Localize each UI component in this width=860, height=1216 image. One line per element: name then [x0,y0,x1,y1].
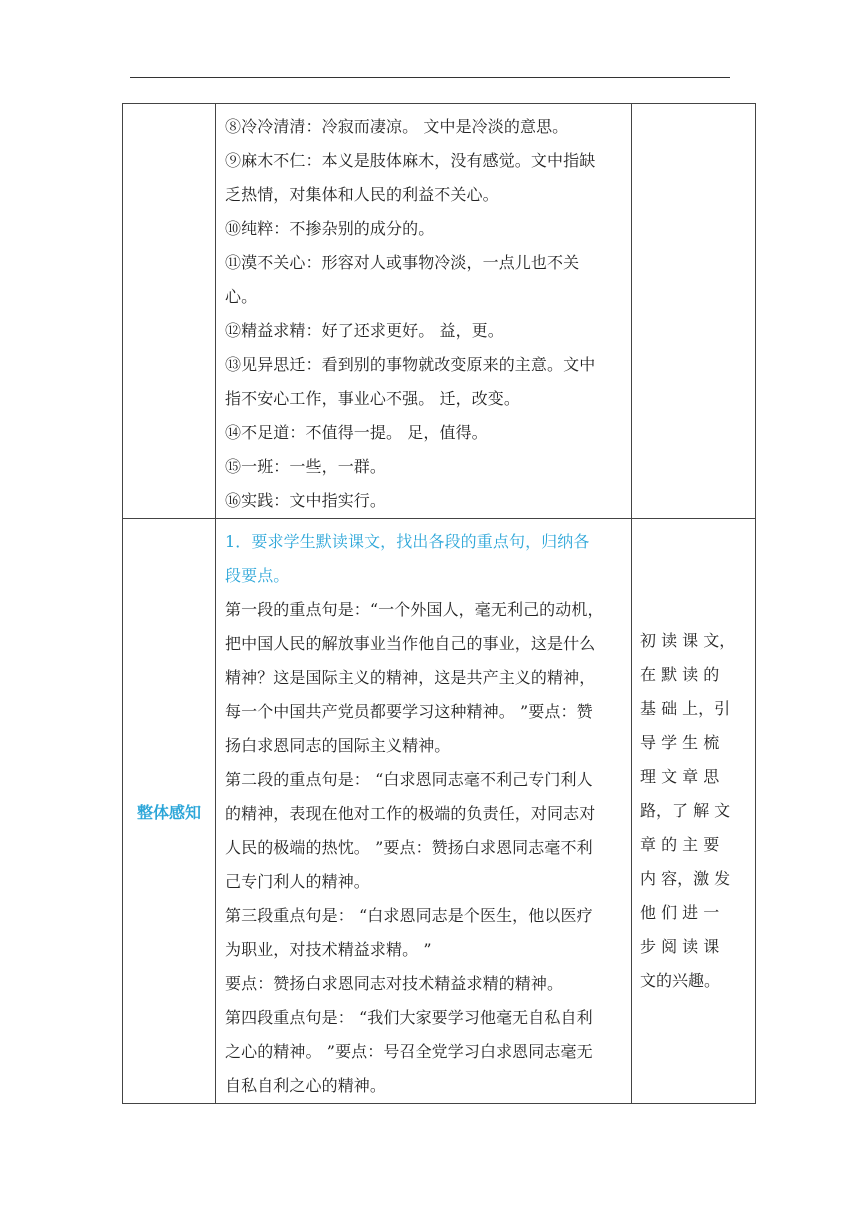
content-line: 第二段的重点句是： “白求恩同志毫不利己专门利人 [225,770,593,789]
vocab-line: ⑨麻木不仁：本义是肢体麻木，没有感觉。文中指缺 [225,151,596,170]
content-cell [216,519,632,1104]
note-line: 理 文 章 思 [640,767,720,786]
section-label: 整体感知 [136,802,201,822]
content-line: 把中国人民的解放事业当作他自己的事业，这是什么 [225,634,596,653]
task-line: 1．要求学生默读课文，找出各段的重点句，归纳各 [225,532,590,551]
note-line: 他 们 进 一 [640,903,720,922]
content-line: 的精神，表现在他对工作的极端的负责任，对同志对 [225,804,596,823]
note-line: 步 阅 读 课 [640,937,720,956]
note-line: 初 读 课 文， [640,631,736,650]
lesson-plan-table [122,103,756,1104]
note-line: 内 容，激 发 [640,869,731,888]
note-line: 路，了 解 文 [640,801,731,820]
vocab-line: ⑮一班：一些，一群。 [225,457,387,476]
content-line: 扬白求恩同志的国际主义精神。 [225,736,451,755]
content-line: 人民的极端的热忱。 ”要点：赞扬白求恩同志毫不利 [225,838,593,857]
note-line: 文的兴趣。 [640,971,721,990]
section-cell [123,519,216,1104]
note-line: 导 学 生 梳 [640,733,720,752]
vocab-line: ⑧冷冷清清：冷寂而凄凉。 文中是冷淡的意思。 [225,117,569,136]
vocab-line: 心。 [225,287,258,306]
vocab-line: ⑩纯粹：不掺杂别的成分的。 [225,219,435,238]
note-line: 在 默 读 的 [640,665,720,684]
note-line: 基 础 上，引 [640,699,731,718]
section-cell-empty [123,104,216,519]
content-line: 自私自利之心的精神。 [225,1076,387,1095]
table-row-vocabulary [123,104,756,519]
vocab-line: ⑬见异思迁：看到别的事物就改变原来的主意。文中 [225,355,596,374]
content-line: 之心的精神。 ”要点：号召全党学习白求恩同志毫无 [225,1042,593,1061]
content-line: 每一个中国共产党员都要学习这种精神。 ”要点：赞 [225,702,593,721]
header-rule [130,77,730,78]
content-line: 第四段重点句是： “我们大家要学习他毫无自私自利 [225,1008,593,1027]
content-list [216,519,631,1103]
table-row-overall-perception [123,519,756,1104]
design-intent-note [632,624,755,998]
vocab-line: 乏热情，对集体和人民的利益不关心。 [225,185,499,204]
vocab-line: ⑪漠不关心：形容对人或事物冷淡，一点儿也不关 [225,253,580,272]
vocabulary-cell [216,104,632,519]
vocab-line: ⑫精益求精：好了还求更好。 益，更。 [225,321,504,340]
content-line: 己专门利人的精神。 [225,872,370,891]
content-line: 为职业，对技术精益求精。 ” [225,940,432,959]
note-cell [632,519,756,1104]
content-line: 精神？这是国际主义的精神，这是共产主义的精神， [225,668,596,687]
vocab-line: 指不安心工作，事业心不强。 迁，改变。 [225,389,520,408]
content-line: 第三段重点句是： “白求恩同志是个医生，他以医疗 [225,906,593,925]
vocabulary-list [216,104,631,518]
note-cell-empty [632,104,756,519]
vocab-line: ⑭不足道：不值得一提。 足，值得。 [225,423,488,442]
note-line: 章 的 主 要 [640,835,720,854]
content-line: 要点：赞扬白求恩同志对技术精益求精的精神。 [225,974,564,993]
vocab-line: ⑯实践：文中指实行。 [225,491,387,510]
task-line: 段要点。 [225,566,290,585]
content-line: 第一段的重点句是：“一个外国人，毫无利己的动机， [225,600,604,619]
